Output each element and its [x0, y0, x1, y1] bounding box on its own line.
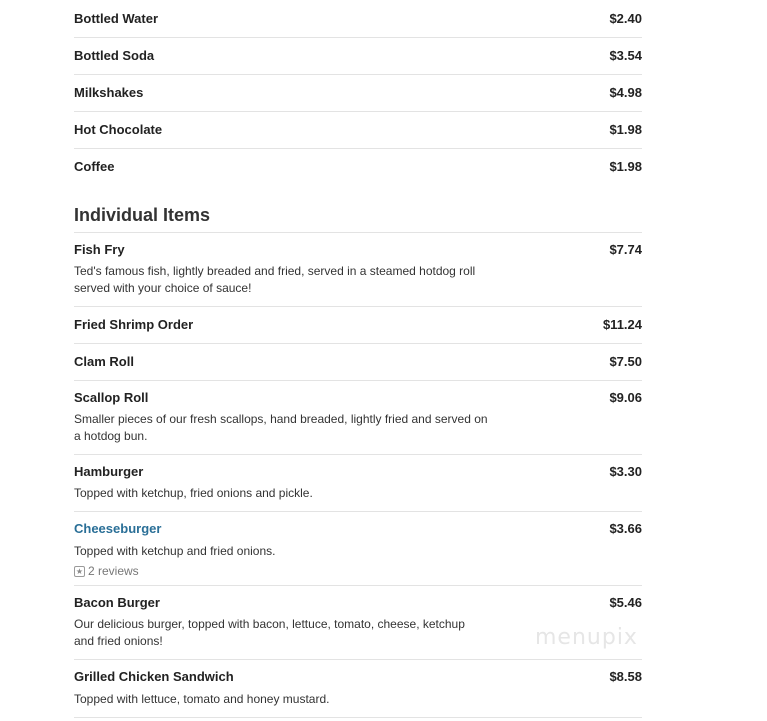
item-description: Topped with ketchup, fried onions and pickle.: [74, 486, 313, 500]
item-price: $2.40: [609, 11, 642, 26]
menupix-watermark: menupix: [535, 625, 638, 650]
item-name: Grilled Chicken Sandwich: [74, 669, 234, 684]
item-price: $9.06: [609, 390, 642, 405]
item-description-line: and fried onions!: [74, 634, 163, 648]
item-name: Coffee: [74, 159, 115, 174]
menu-list: [74, 0, 642, 186]
item-name: Fried Shrimp Order: [74, 317, 194, 332]
menu-item-scallop-roll: [74, 381, 642, 455]
item-price: $3.54: [609, 48, 642, 63]
menu-item-coffee: [74, 149, 642, 186]
menu-item-bottled-soda: [74, 38, 642, 75]
item-description: Topped with lettuce, tomato and honey mustard.: [74, 692, 330, 706]
item-description-line: Our delicious burger, topped with bacon, lettuce, tomato, cheese, ketchup: [74, 617, 465, 631]
item-price: $3.30: [609, 464, 642, 479]
menu-item-bottled-water: [74, 0, 642, 38]
item-name: Scallop Roll: [74, 390, 149, 405]
item-name: Milkshakes: [74, 85, 144, 100]
item-name: Bacon Burger: [74, 595, 160, 610]
item-description: [74, 616, 526, 650]
item-description-line: a hotdog bun.: [74, 429, 148, 443]
review-star-icon: ★: [75, 566, 84, 576]
item-name: Clam Roll: [74, 354, 134, 369]
item-description: Topped with ketchup and fried onions.: [74, 544, 276, 558]
item-name: Hot Chocolate: [74, 122, 163, 137]
item-price: $1.98: [609, 159, 642, 174]
item-description: [74, 411, 526, 445]
item-price: $8.58: [609, 669, 642, 684]
item-price: $5.46: [609, 595, 642, 610]
menu-item-clam-roll: [74, 344, 642, 381]
item-description: [74, 263, 526, 297]
item-description-line: served with your choice of sauce!: [74, 281, 252, 295]
item-description-line: Ted's famous fish, lightly breaded and fried, served in a steamed hotdog roll: [74, 264, 476, 278]
menu-item-milkshakes: [74, 75, 642, 112]
item-price: $7.50: [609, 354, 642, 369]
item-price: $1.98: [609, 122, 642, 137]
menu-item-hamburger: [74, 455, 642, 512]
menu-item-fish-fry: [74, 232, 642, 307]
item-price: $7.74: [609, 242, 642, 257]
item-description-line: Smaller pieces of our fresh scallops, hand breaded, lightly fried and served on: [74, 412, 488, 426]
item-name: Hamburger: [74, 464, 144, 479]
menu-item-cheeseburger: [74, 512, 642, 586]
menu-item-hot-chocolate: [74, 112, 642, 149]
item-price: $4.98: [609, 85, 642, 100]
menu-item-grilled-chicken-sandwich: [74, 660, 642, 718]
item-name-link[interactable]: Cheeseburger: [74, 521, 162, 536]
item-name: Bottled Soda: [74, 48, 155, 63]
item-name: Fish Fry: [74, 242, 125, 257]
reviews-link[interactable]: [74, 564, 139, 578]
menu-item-fried-shrimp-order: [74, 307, 642, 344]
reviews-count[interactable]: 2 reviews: [88, 564, 139, 578]
item-price: $11.24: [602, 317, 642, 332]
item-price: $3.66: [609, 521, 642, 536]
section-title: Individual Items: [74, 205, 211, 225]
item-name: Bottled Water: [74, 11, 159, 26]
